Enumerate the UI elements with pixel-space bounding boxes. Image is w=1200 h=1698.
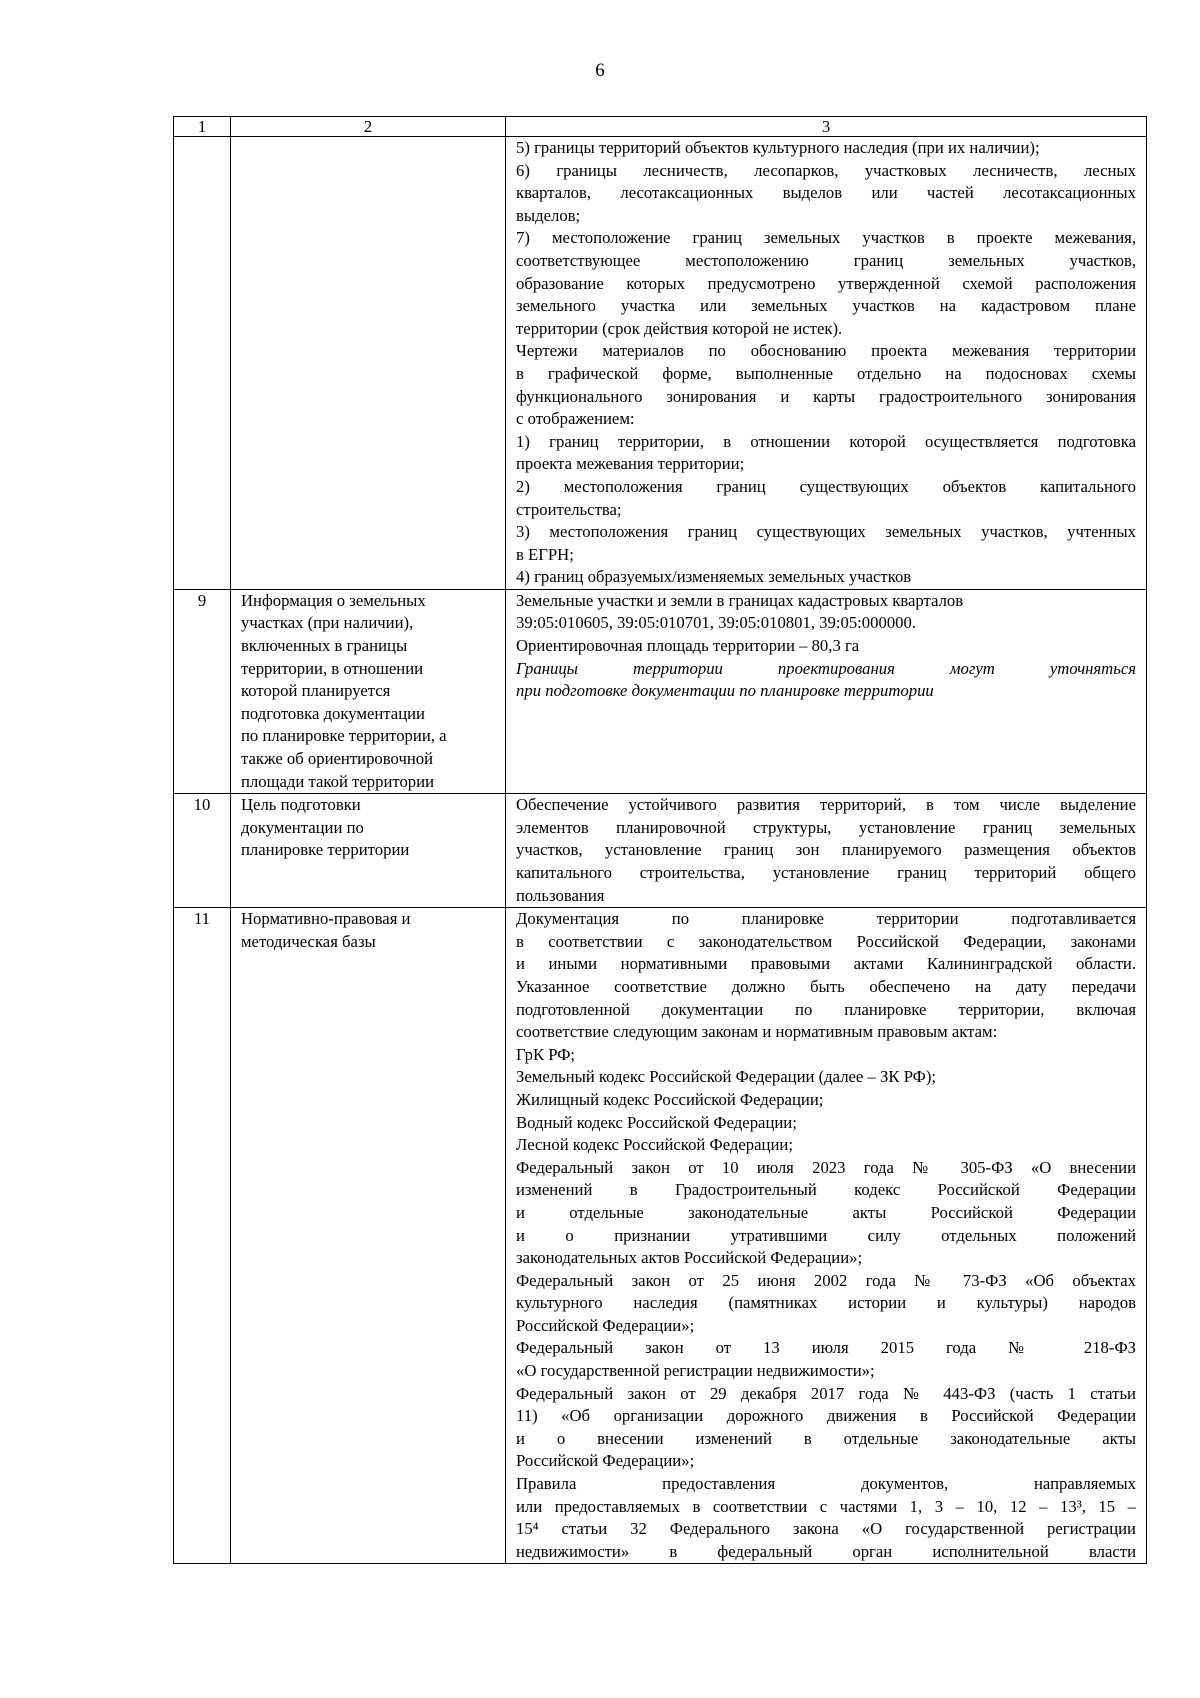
content-line: Водный кодекс Российской Федерации;	[516, 1112, 797, 1132]
row-content-cell	[506, 589, 1147, 793]
content-line: Федеральный закон от 10 июля 2023 года № 305-ФЗ «О внесении	[516, 1157, 1136, 1177]
content-line: изменений в Градостроительный кодекс Российской Федерации	[516, 1180, 1136, 1200]
row-number-cell	[174, 137, 231, 590]
name-line: которой планируется	[241, 681, 391, 701]
content-line: 7) местоположение границ земельных участков в проекте межевания,	[516, 228, 1136, 248]
specification-table	[173, 116, 1147, 1564]
content-line: 11) «Об организации дорожного движения в Российской Федерации	[516, 1406, 1136, 1426]
content-line: подготовленной документации по планировке территории, включая	[516, 999, 1136, 1019]
content-line: Правила предоставления документов, направляемых	[516, 1474, 1136, 1494]
content-line: ГрК РФ;	[516, 1044, 576, 1064]
content-line: с отображением:	[516, 409, 635, 429]
column-header-3: 3	[506, 117, 1147, 137]
content-line: Чертежи материалов по обоснованию проекта межевания территории	[516, 341, 1136, 361]
table-row	[174, 794, 1147, 908]
content-line: капитального строительства, установление границ территорий общего	[516, 863, 1136, 882]
row-number-cell: 11	[174, 908, 231, 1564]
content-line: в ЕГРН;	[516, 544, 574, 564]
row-content-cell	[506, 794, 1147, 908]
content-line: элементов планировочной структуры, установление границ земельных	[516, 817, 1136, 837]
content-line: в соответствии с законодательством Российской Федерации, законами	[516, 931, 1136, 951]
content-line: образование которых предусмотрено утвержденной схемой расположения	[516, 273, 1136, 293]
name-line: планировке территории	[241, 840, 410, 860]
content-line: недвижимости» в федеральный орган исполнительной власти	[516, 1541, 1136, 1561]
content-line: Документация по планировке территории подготавливается	[516, 909, 1136, 929]
content-line: Обеспечение устойчивого развития территорий, в том числе выделение	[516, 795, 1136, 815]
name-line: также об ориентировочной	[241, 749, 434, 769]
row-number-cell: 9	[174, 589, 231, 793]
content-line: при подготовке документации по планировке территории	[516, 681, 934, 701]
content-line: кварталов, лесотаксационных выделов или частей лесотаксационных	[516, 183, 1136, 203]
content-line: территории (срок действия которой не истек).	[516, 318, 843, 338]
content-line: Российской Федерации»;	[516, 1451, 695, 1471]
name-line: Нормативно-правовая и	[241, 909, 411, 929]
content-line: 2) местоположения границ существующих объектов капитального	[516, 476, 1136, 496]
content-line: законодательных актов Российской Федерации»;	[516, 1248, 863, 1268]
content-line: выделов;	[516, 205, 581, 225]
content-line: Федеральный закон от 13 июля 2015 года № 218-ФЗ	[516, 1338, 1136, 1358]
content-line: Федеральный закон от 29 декабря 2017 года № 443-ФЗ (часть 1 статьи	[516, 1383, 1136, 1403]
content-line: Федеральный закон от 25 июня 2002 года № 73-ФЗ «Об объектах	[516, 1270, 1136, 1290]
content-line: 15⁴ статьи 32 Федерального закона «О государственной регистрации	[516, 1519, 1136, 1539]
table-header-row	[174, 117, 1147, 137]
content-line: Указанное соответствие должно быть обеспечено на дату передачи	[516, 976, 1136, 996]
content-line: строительства;	[516, 499, 622, 519]
content-line: Жилищный кодекс Российской Федерации;	[516, 1089, 824, 1109]
content-line: соответствие следующим законам и нормативным правовым актам:	[516, 1022, 998, 1042]
content-line: земельного участка или земельных участков на кадастровом плане	[516, 296, 1136, 316]
content-line: пользования	[516, 885, 605, 905]
content-line: и иными нормативными правовыми актами Калининградской области.	[516, 954, 1136, 974]
content-line: 5) границы территорий объектов культурного наследия (при их наличии);	[516, 138, 1040, 157]
name-line: методическая базы	[241, 931, 376, 951]
row-number-cell: 10	[174, 794, 231, 908]
name-line: подготовка документации	[241, 703, 425, 723]
table-row	[174, 908, 1147, 1564]
content-line: 1) границ территории, в отношении которой осуществляется подготовка	[516, 431, 1136, 451]
content-line: в графической форме, выполненные отдельно на подосновах схемы	[516, 363, 1136, 383]
content-line: 39:05:010605, 39:05:010701, 39:05:010801, 39:05:000000.	[516, 613, 917, 633]
name-line: Цель подготовки	[241, 795, 361, 815]
name-line: участках (при наличии),	[241, 613, 414, 633]
table-row	[174, 137, 1147, 590]
page-number: 6	[595, 60, 605, 81]
content-line: проекта межевания территории;	[516, 454, 745, 474]
row-name-cell	[231, 908, 506, 1564]
content-line: Земельные участки и земли в границах кадастровых кварталов	[516, 590, 964, 610]
content-line: Лесной кодекс Российской Федерации;	[516, 1135, 793, 1155]
content-line: и о признании утратившими силу отдельных положений	[516, 1225, 1136, 1245]
content-line: 4) границ образуемых/изменяемых земельных участков	[516, 567, 912, 587]
content-line: Российской Федерации»;	[516, 1315, 695, 1335]
row-content-cell	[506, 137, 1147, 590]
name-line: Информация о земельных	[241, 590, 426, 610]
row-name-cell	[231, 589, 506, 793]
content-line: и отдельные законодательные акты Российской Федерации	[516, 1202, 1136, 1222]
name-line: территории, в отношении	[241, 658, 424, 678]
content-line: Земельный кодекс Российской Федерации (далее – ЗК РФ);	[516, 1067, 937, 1087]
content-line: и о внесении изменений в отдельные законодательные акты	[516, 1428, 1136, 1448]
table-row	[174, 589, 1147, 793]
name-line: по планировке территории, а	[241, 726, 447, 746]
content-line: 6) границы лесничеств, лесопарков, участковых лесничеств, лесных	[516, 160, 1136, 180]
content-line: или предоставляемых в соответствии с частями 1, 3 – 10, 12 – 13³, 15 –	[516, 1496, 1136, 1516]
name-line: документации по	[241, 817, 364, 837]
column-header-2: 2	[231, 117, 506, 137]
column-header-1: 1	[174, 117, 231, 137]
content-line: «О государственной регистрации недвижимости»;	[516, 1361, 875, 1381]
row-content-cell	[506, 908, 1147, 1564]
content-line: функционального зонирования и карты градостроительного зонирования	[516, 386, 1136, 406]
content-line: соответствующее местоположению границ земельных участков,	[516, 250, 1136, 270]
content-line: 3) местоположения границ существующих земельных участков, учтенных	[516, 522, 1136, 542]
content-line: участков, установление границ зон планируемого размещения объектов	[516, 840, 1136, 860]
content-line: культурного наследия (памятниках истории и культуры) народов	[516, 1293, 1136, 1313]
name-line: площади такой территории	[241, 771, 434, 791]
row-name-cell	[231, 794, 506, 908]
content-line: Ориентировочная площадь территории – 80,3 га	[516, 636, 860, 656]
name-line: включенных в границы	[241, 636, 408, 656]
content-line: Границы территории проектирования могут уточняться	[516, 658, 1136, 678]
row-name-cell	[231, 137, 506, 590]
